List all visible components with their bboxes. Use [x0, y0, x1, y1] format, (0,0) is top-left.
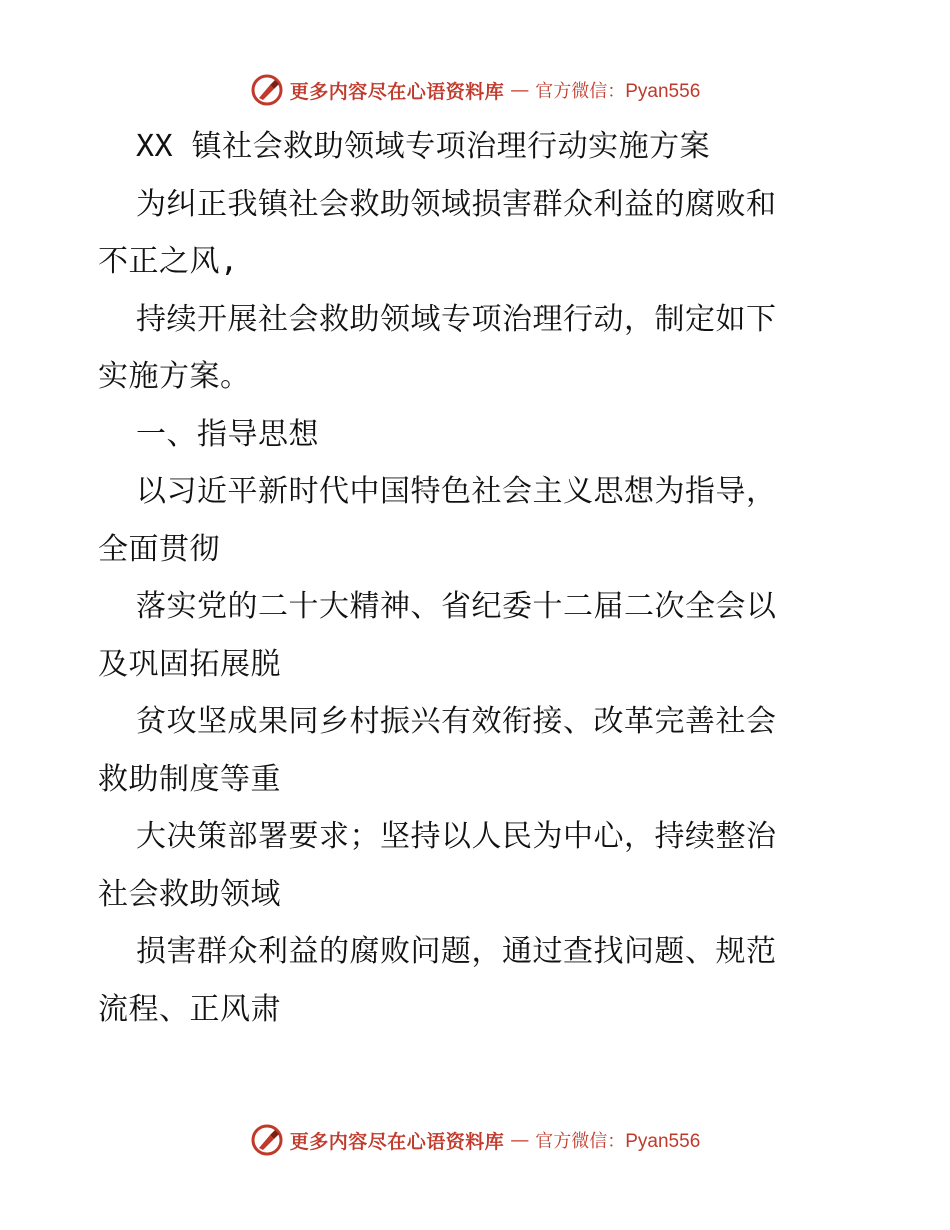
paragraph-line: 损害群众利益的腐败问题，通过查找问题、规范 — [136, 934, 777, 969]
watermark-contact-label: 官方微信： — [535, 1131, 626, 1152]
watermark-contact-label: 官方微信： — [535, 81, 626, 102]
paragraph-line: 及巩固拓展脱 — [98, 646, 281, 682]
paragraph-line: 贫攻坚成果同乡村振兴有效衔接、改革完善社会 — [136, 704, 777, 739]
section-heading: 一、指导思想 — [136, 416, 319, 452]
footer-watermark — [0, 1120, 950, 1160]
paragraph-line: 社会救助领域 — [98, 876, 281, 912]
watermark-separator: — — [510, 1129, 530, 1151]
paragraph-line: 大决策部署要求；坚持以人民为中心，持续整治 — [136, 819, 777, 854]
pen-logo-icon — [250, 1123, 284, 1157]
paragraph-line: 全面贯彻 — [98, 531, 220, 567]
paragraph-line: 持续开展社会救助领域专项治理行动，制定如下 — [136, 301, 777, 337]
watermark-contact — [535, 1127, 700, 1153]
paragraph-line: 不正之风, — [98, 244, 239, 279]
paragraph-line: 流程、正风肃 — [98, 991, 281, 1027]
paragraph-line: 以习近平新时代中国特色社会主义思想为指导， — [136, 474, 777, 509]
paragraph-line: 救助制度等重 — [98, 761, 281, 797]
document-body — [98, 118, 858, 1038]
watermark-contact-id: Pyan556 — [625, 1131, 701, 1152]
watermark-text: 更多内容尽在心语资料库 — [289, 80, 505, 103]
paragraph-line: 实施方案。 — [98, 359, 251, 394]
watermark-text: 更多内容尽在心语资料库 — [289, 1130, 505, 1153]
paragraph-line: 为纠正我镇社会救助领域损害群众利益的腐败和 — [136, 186, 777, 222]
watermark-separator: — — [510, 79, 530, 101]
watermark-contact — [535, 77, 700, 103]
pen-logo-icon — [250, 73, 284, 107]
document-title: XX 镇社会救助领域专项治理行动实施方案 — [136, 129, 711, 164]
header-watermark — [0, 70, 950, 110]
paragraph-line: 落实党的二十大精神、省纪委十二届二次全会以 — [136, 589, 777, 624]
watermark-contact-id: Pyan556 — [625, 81, 701, 102]
